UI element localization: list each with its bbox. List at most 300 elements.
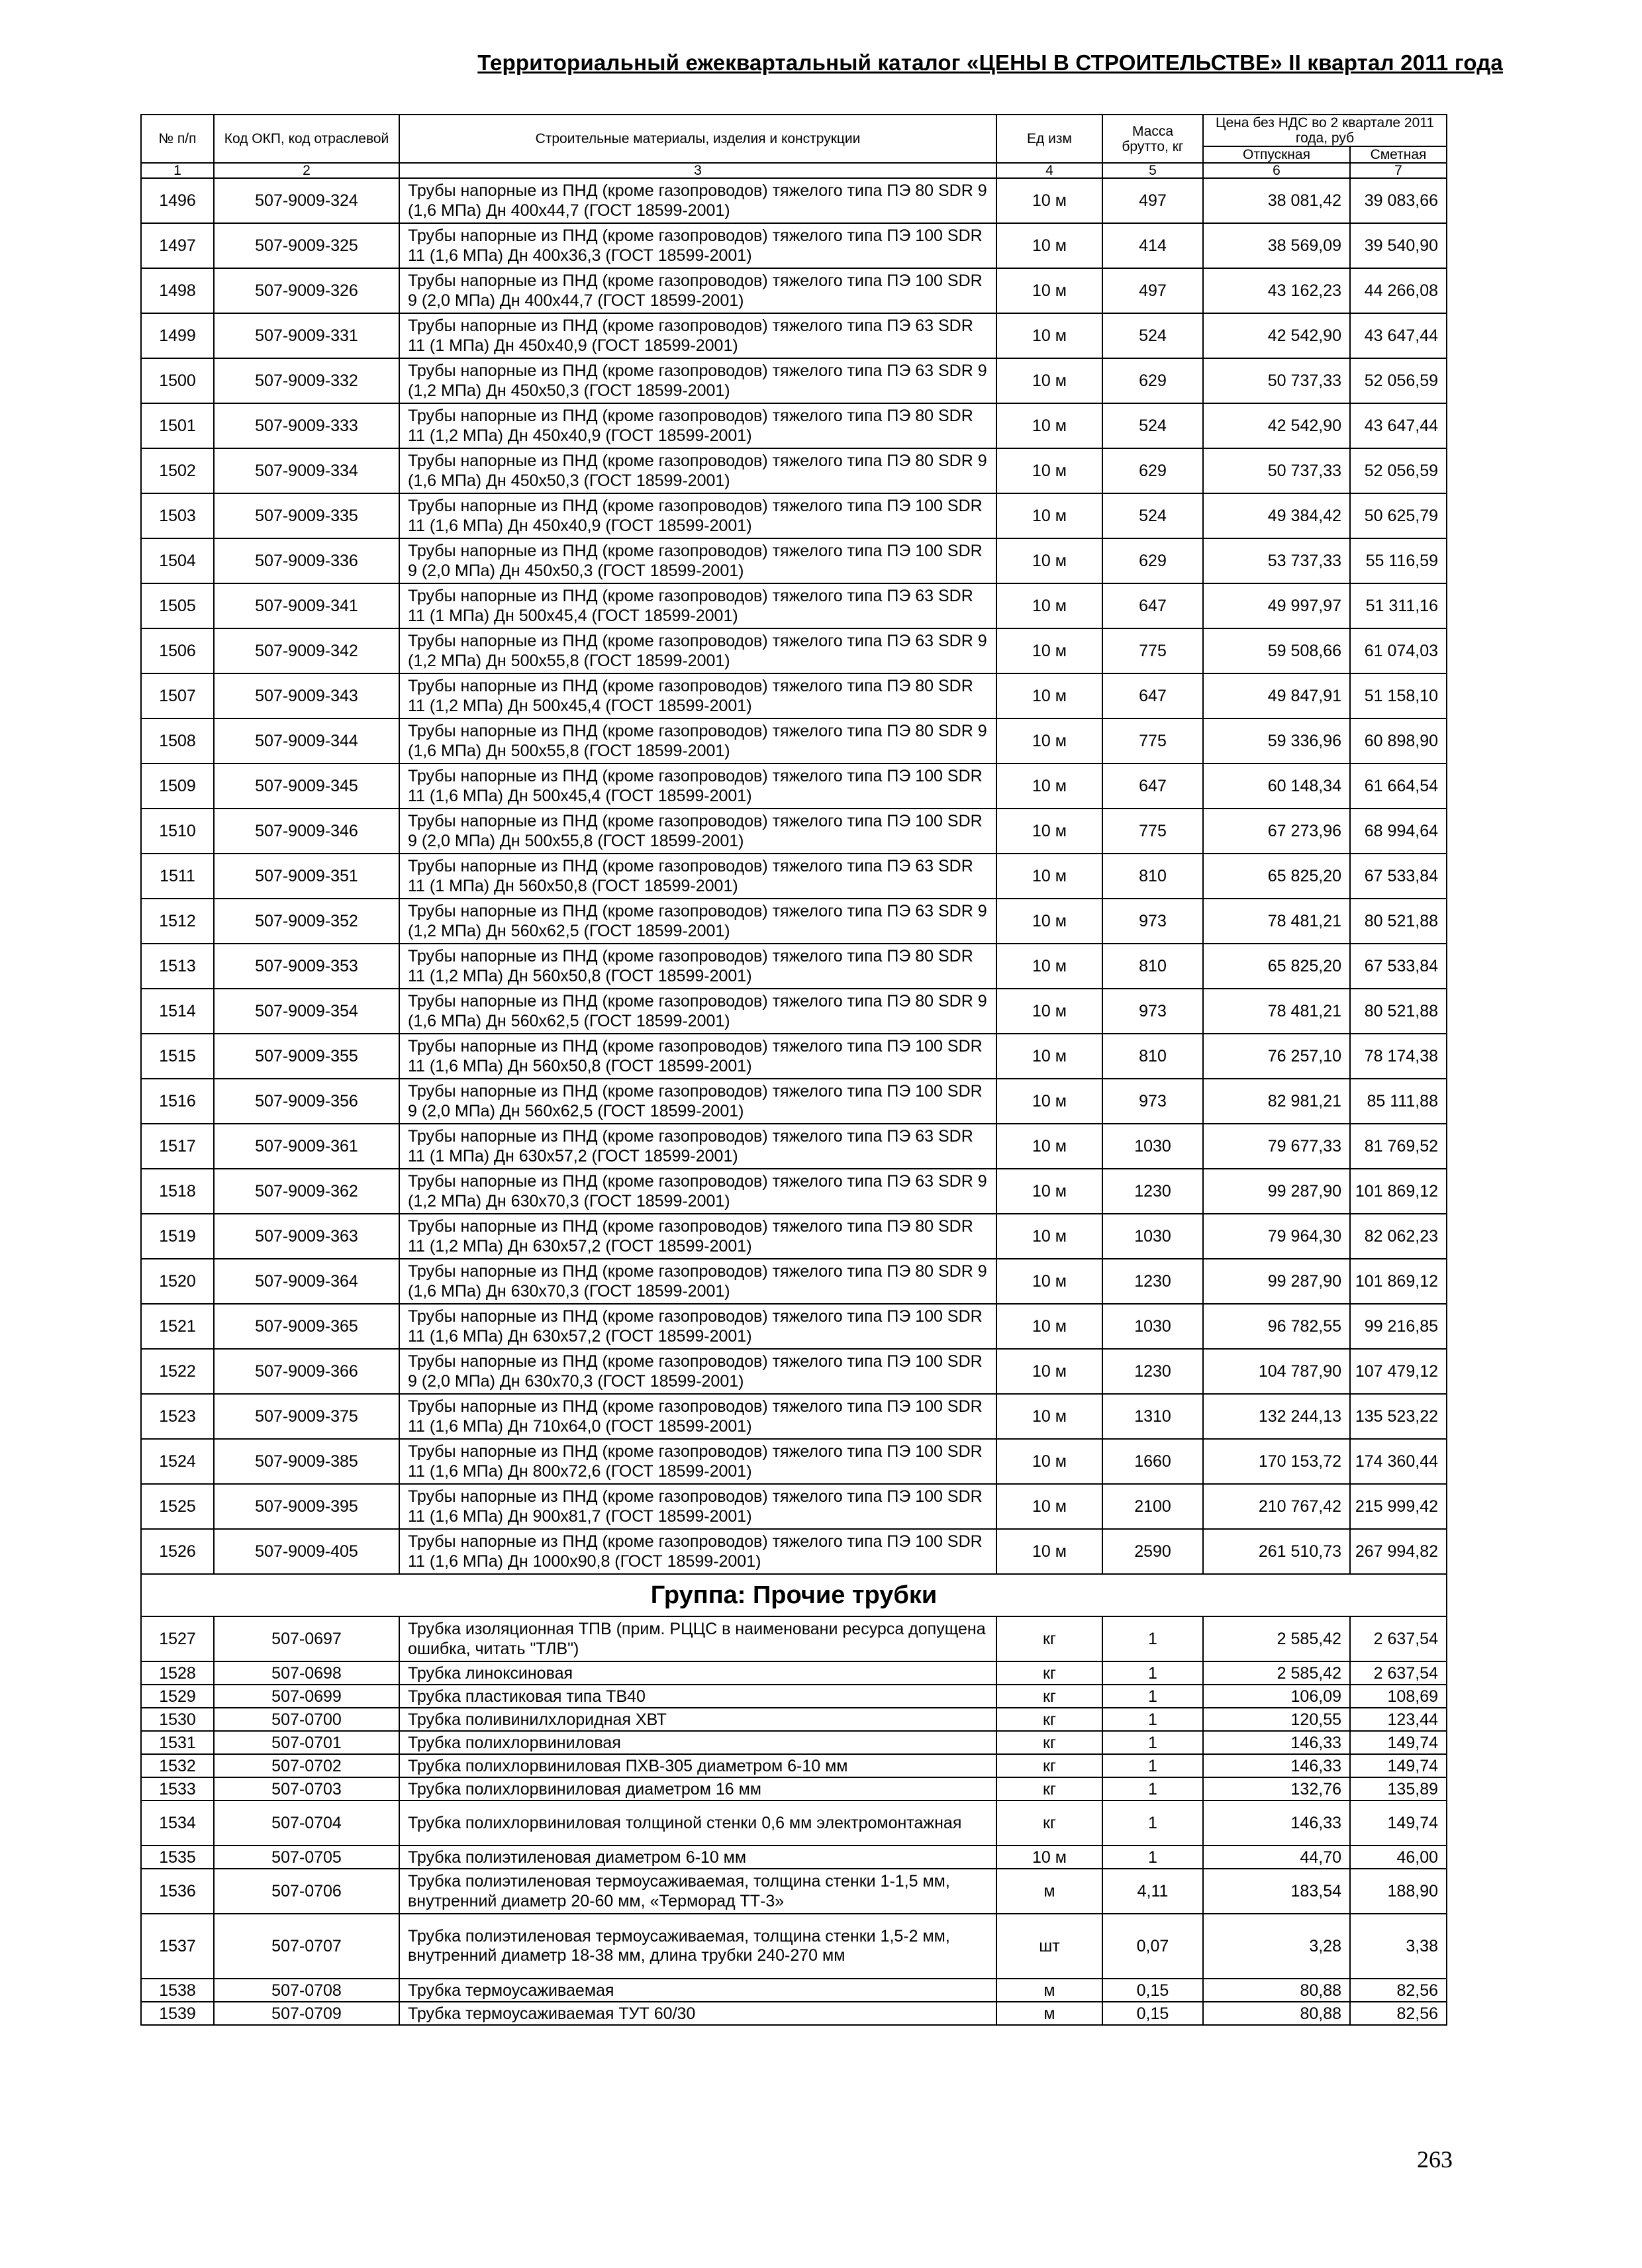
- unit-of-measure: 10 м: [996, 448, 1102, 493]
- table-row: [141, 1685, 1447, 1708]
- okp-code: 507-0701: [214, 1731, 399, 1754]
- table-row: [141, 178, 1447, 223]
- okp-code: 507-9009-353: [214, 944, 399, 989]
- row-number: 1538: [141, 1979, 214, 2002]
- release-price: 78 481,21: [1203, 899, 1350, 944]
- release-price: 104 787,90: [1203, 1349, 1350, 1394]
- release-price: 42 542,90: [1203, 403, 1350, 448]
- unit-of-measure: м: [996, 1979, 1102, 2002]
- okp-code: 507-0706: [214, 1869, 399, 1914]
- material-name: Трубы напорные из ПНД (кроме газопроводов) тяжелого типа ПЭ 80 SDR 11 (1,2 МПа) Дн 450х40,9 (ГОСТ 18599-2001): [399, 403, 996, 448]
- estimate-price: 149,74: [1350, 1800, 1447, 1846]
- gross-mass: 1: [1102, 1616, 1203, 1661]
- okp-code: 507-9009-351: [214, 854, 399, 899]
- release-price: 210 767,42: [1203, 1484, 1350, 1529]
- okp-code: 507-9009-345: [214, 764, 399, 809]
- gross-mass: 2100: [1102, 1484, 1203, 1529]
- unit-of-measure: шт: [996, 1914, 1102, 1979]
- material-name: Трубка термоусаживаемая ТУТ 60/30: [399, 2002, 996, 2025]
- header-num: № п/п: [141, 115, 214, 163]
- okp-code: 507-0707: [214, 1914, 399, 1979]
- row-number: 1508: [141, 718, 214, 764]
- row-number: 1516: [141, 1079, 214, 1124]
- row-number: 1532: [141, 1754, 214, 1777]
- table-row: [141, 583, 1447, 628]
- unit-of-measure: 10 м: [996, 403, 1102, 448]
- row-number: 1523: [141, 1394, 214, 1439]
- okp-code: 507-9009-326: [214, 268, 399, 313]
- table-row: [141, 313, 1447, 358]
- release-price: 60 148,34: [1203, 764, 1350, 809]
- estimate-price: 52 056,59: [1350, 448, 1447, 493]
- table-row: [141, 223, 1447, 268]
- estimate-price: 52 056,59: [1350, 358, 1447, 403]
- unit-of-measure: 10 м: [996, 583, 1102, 628]
- row-number: 1498: [141, 268, 214, 313]
- unit-of-measure: м: [996, 2002, 1102, 2025]
- material-name: Трубка полихлорвиниловая диаметром 16 мм: [399, 1777, 996, 1800]
- row-number: 1524: [141, 1439, 214, 1484]
- estimate-price: 85 111,88: [1350, 1079, 1447, 1124]
- material-name: Трубка полихлорвиниловая ПХВ-305 диаметром 6-10 мм: [399, 1754, 996, 1777]
- release-price: 3,28: [1203, 1914, 1350, 1979]
- okp-code: 507-0705: [214, 1846, 399, 1869]
- material-name: Трубы напорные из ПНД (кроме газопроводов) тяжелого типа ПЭ 63 SDR 11 (1 МПа) Дн 500х45,4 (ГОСТ 18599-2001): [399, 583, 996, 628]
- gross-mass: 1310: [1102, 1394, 1203, 1439]
- estimate-price: 82,56: [1350, 1979, 1447, 2002]
- estimate-price: 135 523,22: [1350, 1394, 1447, 1439]
- column-number: 4: [996, 163, 1102, 178]
- gross-mass: 1: [1102, 1708, 1203, 1731]
- column-number: 2: [214, 163, 399, 178]
- table-row: [141, 1869, 1447, 1914]
- okp-code: 507-0697: [214, 1616, 399, 1661]
- material-name: Трубка полиэтиленовая термоусаживаемая, толщина стенки 1-1,5 мм, внутренний диаметр 20-60 мм, «Терморад ТТ-3»: [399, 1869, 996, 1914]
- okp-code: 507-9009-385: [214, 1439, 399, 1484]
- table-row: [141, 1034, 1447, 1079]
- material-name: Трубы напорные из ПНД (кроме газопроводов) тяжелого типа ПЭ 63 SDR 11 (1 МПа) Дн 560х50,8 (ГОСТ 18599-2001): [399, 854, 996, 899]
- release-price: 146,33: [1203, 1731, 1350, 1754]
- okp-code: 507-9009-335: [214, 493, 399, 538]
- unit-of-measure: кг: [996, 1731, 1102, 1754]
- gross-mass: 775: [1102, 718, 1203, 764]
- okp-code: 507-9009-361: [214, 1124, 399, 1169]
- estimate-price: 44 266,08: [1350, 268, 1447, 313]
- table-row: [141, 1394, 1447, 1439]
- unit-of-measure: кг: [996, 1777, 1102, 1800]
- row-number: 1499: [141, 313, 214, 358]
- estimate-price: 39 540,90: [1350, 223, 1447, 268]
- estimate-price: 215 999,42: [1350, 1484, 1447, 1529]
- header-name: Строительные материалы, изделия и конструкции: [399, 115, 996, 163]
- material-name: Трубы напорные из ПНД (кроме газопроводов) тяжелого типа ПЭ 100 SDR 9 (2,0 МПа) Дн 630х70,3 (ГОСТ 18599-2001): [399, 1349, 996, 1394]
- okp-code: 507-9009-342: [214, 628, 399, 673]
- material-name: Трубы напорные из ПНД (кроме газопроводов) тяжелого типа ПЭ 100 SDR 9 (2,0 МПа) Дн 400х44,7 (ГОСТ 18599-2001): [399, 268, 996, 313]
- row-number: 1505: [141, 583, 214, 628]
- material-name: Трубы напорные из ПНД (кроме газопроводов) тяжелого типа ПЭ 100 SDR 11 (1,6 МПа) Дн 450х40,9 (ГОСТ 18599-2001): [399, 493, 996, 538]
- table-row: [141, 628, 1447, 673]
- table-row: [141, 403, 1447, 448]
- header-released: Отпускная: [1203, 146, 1350, 163]
- unit-of-measure: 10 м: [996, 673, 1102, 718]
- release-price: 106,09: [1203, 1685, 1350, 1708]
- gross-mass: 973: [1102, 989, 1203, 1034]
- row-number: 1501: [141, 403, 214, 448]
- table-row: [141, 448, 1447, 493]
- gross-mass: 2590: [1102, 1529, 1203, 1574]
- row-number: 1512: [141, 899, 214, 944]
- release-price: 99 287,90: [1203, 1259, 1350, 1304]
- column-number: 5: [1102, 163, 1203, 178]
- table-row: [141, 1439, 1447, 1484]
- header-unit: Ед изм: [996, 115, 1102, 163]
- unit-of-measure: 10 м: [996, 223, 1102, 268]
- release-price: 38 081,42: [1203, 178, 1350, 223]
- gross-mass: 629: [1102, 538, 1203, 583]
- release-price: 49 847,91: [1203, 673, 1350, 718]
- gross-mass: 1: [1102, 1731, 1203, 1754]
- okp-code: 507-9009-352: [214, 899, 399, 944]
- table-row: [141, 899, 1447, 944]
- gross-mass: 524: [1102, 493, 1203, 538]
- row-number: 1511: [141, 854, 214, 899]
- gross-mass: 973: [1102, 1079, 1203, 1124]
- table-row: [141, 1529, 1447, 1574]
- price-table: [140, 114, 1447, 2026]
- estimate-price: 99 216,85: [1350, 1304, 1447, 1349]
- material-name: Трубы напорные из ПНД (кроме газопроводов) тяжелого типа ПЭ 80 SDR 9 (1,6 МПа) Дн 500х55,8 (ГОСТ 18599-2001): [399, 718, 996, 764]
- release-price: 120,55: [1203, 1708, 1350, 1731]
- okp-code: 507-9009-336: [214, 538, 399, 583]
- material-name: Трубка полиэтиленовая термоусаживаемая, толщина стенки 1,5-2 мм, внутренний диаметр 18-38 мм, длина трубки 240-270 мм: [399, 1914, 996, 1979]
- row-number: 1496: [141, 178, 214, 223]
- estimate-price: 107 479,12: [1350, 1349, 1447, 1394]
- table-row: [141, 1979, 1447, 2002]
- release-price: 170 153,72: [1203, 1439, 1350, 1484]
- unit-of-measure: кг: [996, 1708, 1102, 1731]
- row-number: 1531: [141, 1731, 214, 1754]
- okp-code: 507-0700: [214, 1708, 399, 1731]
- release-price: 79 677,33: [1203, 1124, 1350, 1169]
- gross-mass: 973: [1102, 899, 1203, 944]
- estimate-price: 82 062,23: [1350, 1214, 1447, 1259]
- gross-mass: 1030: [1102, 1304, 1203, 1349]
- release-price: 49 997,97: [1203, 583, 1350, 628]
- row-number: 1513: [141, 944, 214, 989]
- row-number: 1529: [141, 1685, 214, 1708]
- release-price: 96 782,55: [1203, 1304, 1350, 1349]
- estimate-price: 3,38: [1350, 1914, 1447, 1979]
- table-row: [141, 1616, 1447, 1661]
- column-number: 1: [141, 163, 214, 178]
- estimate-price: 174 360,44: [1350, 1439, 1447, 1484]
- estimate-price: 78 174,38: [1350, 1034, 1447, 1079]
- row-number: 1503: [141, 493, 214, 538]
- material-name: Трубы напорные из ПНД (кроме газопроводов) тяжелого типа ПЭ 63 SDR 9 (1,2 МПа) Дн 560х62,5 (ГОСТ 18599-2001): [399, 899, 996, 944]
- table-row: [141, 1169, 1447, 1214]
- okp-code: 507-0699: [214, 1685, 399, 1708]
- material-name: Трубы напорные из ПНД (кроме газопроводов) тяжелого типа ПЭ 80 SDR 9 (1,6 МПа) Дн 400х44,7 (ГОСТ 18599-2001): [399, 178, 996, 223]
- table-row: [141, 2002, 1447, 2025]
- material-name: Трубка изоляционная ТПВ (прим. РЦЦС в наименовани ресурса допущена ошибка, читать "ТЛВ"): [399, 1616, 996, 1661]
- header-price-group: Цена без НДС во 2 квартале 2011 года, руб: [1203, 115, 1447, 146]
- material-name: Трубы напорные из ПНД (кроме газопроводов) тяжелого типа ПЭ 63 SDR 9 (1,2 МПа) Дн 500х55,8 (ГОСТ 18599-2001): [399, 628, 996, 673]
- okp-code: 507-9009-364: [214, 1259, 399, 1304]
- table-row: [141, 673, 1447, 718]
- material-name: Трубы напорные из ПНД (кроме газопроводов) тяжелого типа ПЭ 63 SDR 11 (1 МПа) Дн 630х57,2 (ГОСТ 18599-2001): [399, 1124, 996, 1169]
- page-title: Территориальный ежеквартальный каталог «ЦЕНЫ В СТРОИТЕЛЬСТВЕ» II квартал 2011 года: [477, 50, 1503, 75]
- gross-mass: 1230: [1102, 1169, 1203, 1214]
- header-estimate: Сметная: [1350, 146, 1447, 163]
- estimate-price: 55 116,59: [1350, 538, 1447, 583]
- row-number: 1519: [141, 1214, 214, 1259]
- release-price: 2 585,42: [1203, 1616, 1350, 1661]
- gross-mass: 1: [1102, 1846, 1203, 1869]
- table-row: [141, 1754, 1447, 1777]
- material-name: Трубы напорные из ПНД (кроме газопроводов) тяжелого типа ПЭ 100 SDR 11 (1,6 МПа) Дн 900х81,7 (ГОСТ 18599-2001): [399, 1484, 996, 1529]
- release-price: 49 384,42: [1203, 493, 1350, 538]
- row-number: 1539: [141, 2002, 214, 2025]
- unit-of-measure: 10 м: [996, 268, 1102, 313]
- unit-of-measure: 10 м: [996, 1034, 1102, 1079]
- estimate-price: 61 074,03: [1350, 628, 1447, 673]
- material-name: Трубы напорные из ПНД (кроме газопроводов) тяжелого типа ПЭ 80 SDR 11 (1,2 МПа) Дн 630х57,2 (ГОСТ 18599-2001): [399, 1214, 996, 1259]
- release-price: 42 542,90: [1203, 313, 1350, 358]
- gross-mass: 1660: [1102, 1439, 1203, 1484]
- unit-of-measure: кг: [996, 1685, 1102, 1708]
- estimate-price: 2 637,54: [1350, 1661, 1447, 1685]
- release-price: 65 825,20: [1203, 944, 1350, 989]
- unit-of-measure: кг: [996, 1754, 1102, 1777]
- material-name: Трубы напорные из ПНД (кроме газопроводов) тяжелого типа ПЭ 100 SDR 11 (1,6 МПа) Дн 560х50,8 (ГОСТ 18599-2001): [399, 1034, 996, 1079]
- gross-mass: 810: [1102, 1034, 1203, 1079]
- release-price: 80,88: [1203, 1979, 1350, 2002]
- material-name: Трубы напорные из ПНД (кроме газопроводов) тяжелого типа ПЭ 100 SDR 11 (1,6 МПа) Дн 1000х90,8 (ГОСТ 18599-2001): [399, 1529, 996, 1574]
- estimate-price: 46,00: [1350, 1846, 1447, 1869]
- material-name: Трубка поливинилхлоридная ХВТ: [399, 1708, 996, 1731]
- material-name: Трубы напорные из ПНД (кроме газопроводов) тяжелого типа ПЭ 100 SDR 9 (2,0 МПа) Дн 450х50,3 (ГОСТ 18599-2001): [399, 538, 996, 583]
- material-name: Трубка линоксиновая: [399, 1661, 996, 1685]
- row-number: 1534: [141, 1800, 214, 1846]
- okp-code: 507-9009-363: [214, 1214, 399, 1259]
- table-row: [141, 1214, 1447, 1259]
- material-name: Трубы напорные из ПНД (кроме газопроводов) тяжелого типа ПЭ 100 SDR 11 (1,6 МПа) Дн 500х45,4 (ГОСТ 18599-2001): [399, 764, 996, 809]
- unit-of-measure: 10 м: [996, 989, 1102, 1034]
- gross-mass: 0,15: [1102, 1979, 1203, 2002]
- row-number: 1514: [141, 989, 214, 1034]
- okp-code: 507-9009-333: [214, 403, 399, 448]
- estimate-price: 51 158,10: [1350, 673, 1447, 718]
- gross-mass: 1: [1102, 1685, 1203, 1708]
- material-name: Трубка пластиковая типа ТВ40: [399, 1685, 996, 1708]
- unit-of-measure: 10 м: [996, 764, 1102, 809]
- okp-code: 507-0703: [214, 1777, 399, 1800]
- table-row: [141, 1661, 1447, 1685]
- gross-mass: 1: [1102, 1800, 1203, 1846]
- table-row: [141, 493, 1447, 538]
- material-name: Трубы напорные из ПНД (кроме газопроводов) тяжелого типа ПЭ 100 SDR 11 (1,6 МПа) Дн 800х72,6 (ГОСТ 18599-2001): [399, 1439, 996, 1484]
- table-header-row: [141, 115, 1447, 146]
- estimate-price: 149,74: [1350, 1754, 1447, 1777]
- material-name: Трубка полихлорвиниловая: [399, 1731, 996, 1754]
- release-price: 44,70: [1203, 1846, 1350, 1869]
- row-number: 1506: [141, 628, 214, 673]
- material-name: Трубка полиэтиленовая диаметром 6-10 мм: [399, 1846, 996, 1869]
- gross-mass: 0,07: [1102, 1914, 1203, 1979]
- okp-code: 507-9009-332: [214, 358, 399, 403]
- estimate-price: 80 521,88: [1350, 989, 1447, 1034]
- release-price: 132 244,13: [1203, 1394, 1350, 1439]
- material-name: Трубы напорные из ПНД (кроме газопроводов) тяжелого типа ПЭ 80 SDR 9 (1,6 МПа) Дн 560х62,5 (ГОСТ 18599-2001): [399, 989, 996, 1034]
- okp-code: 507-9009-341: [214, 583, 399, 628]
- row-number: 1522: [141, 1349, 214, 1394]
- okp-code: 507-9009-375: [214, 1394, 399, 1439]
- estimate-price: 101 869,12: [1350, 1169, 1447, 1214]
- unit-of-measure: 10 м: [996, 538, 1102, 583]
- row-number: 1504: [141, 538, 214, 583]
- gross-mass: 524: [1102, 313, 1203, 358]
- unit-of-measure: 10 м: [996, 944, 1102, 989]
- okp-code: 507-0702: [214, 1754, 399, 1777]
- release-price: 261 510,73: [1203, 1529, 1350, 1574]
- row-number: 1497: [141, 223, 214, 268]
- table-row: [141, 1731, 1447, 1754]
- row-number: 1525: [141, 1484, 214, 1529]
- material-name: Трубы напорные из ПНД (кроме газопроводов) тяжелого типа ПЭ 100 SDR 9 (2,0 МПа) Дн 500х55,8 (ГОСТ 18599-2001): [399, 809, 996, 854]
- table-row: [141, 1800, 1447, 1846]
- release-price: 53 737,33: [1203, 538, 1350, 583]
- unit-of-measure: 10 м: [996, 1394, 1102, 1439]
- material-name: Трубы напорные из ПНД (кроме газопроводов) тяжелого типа ПЭ 100 SDR 9 (2,0 МПа) Дн 560х62,5 (ГОСТ 18599-2001): [399, 1079, 996, 1124]
- unit-of-measure: 10 м: [996, 1169, 1102, 1214]
- column-number: 7: [1350, 163, 1447, 178]
- okp-code: 507-9009-356: [214, 1079, 399, 1124]
- row-number: 1533: [141, 1777, 214, 1800]
- unit-of-measure: 10 м: [996, 1349, 1102, 1394]
- release-price: 38 569,09: [1203, 223, 1350, 268]
- okp-code: 507-0708: [214, 1979, 399, 2002]
- gross-mass: 1: [1102, 1777, 1203, 1800]
- unit-of-measure: 10 м: [996, 628, 1102, 673]
- unit-of-measure: 10 м: [996, 1079, 1102, 1124]
- unit-of-measure: 10 м: [996, 313, 1102, 358]
- row-number: 1515: [141, 1034, 214, 1079]
- row-number: 1530: [141, 1708, 214, 1731]
- gross-mass: 524: [1102, 403, 1203, 448]
- okp-code: 507-0698: [214, 1661, 399, 1685]
- estimate-price: 67 533,84: [1350, 944, 1447, 989]
- gross-mass: 1030: [1102, 1124, 1203, 1169]
- release-price: 65 825,20: [1203, 854, 1350, 899]
- okp-code: 507-0709: [214, 2002, 399, 2025]
- row-number: 1528: [141, 1661, 214, 1685]
- gross-mass: 4,11: [1102, 1869, 1203, 1914]
- okp-code: 507-9009-366: [214, 1349, 399, 1394]
- unit-of-measure: 10 м: [996, 1439, 1102, 1484]
- table-row: [141, 538, 1447, 583]
- release-price: 59 508,66: [1203, 628, 1350, 673]
- table-row: [141, 989, 1447, 1034]
- row-number: 1507: [141, 673, 214, 718]
- estimate-price: 61 664,54: [1350, 764, 1447, 809]
- estimate-price: 2 637,54: [1350, 1616, 1447, 1661]
- unit-of-measure: 10 м: [996, 809, 1102, 854]
- table-row: [141, 854, 1447, 899]
- gross-mass: 1230: [1102, 1349, 1203, 1394]
- gross-mass: 1030: [1102, 1214, 1203, 1259]
- okp-code: 507-9009-395: [214, 1484, 399, 1529]
- unit-of-measure: 10 м: [996, 1259, 1102, 1304]
- table-row: [141, 809, 1447, 854]
- estimate-price: 51 311,16: [1350, 583, 1447, 628]
- okp-code: 507-9009-344: [214, 718, 399, 764]
- table-row: [141, 1079, 1447, 1124]
- material-name: Трубы напорные из ПНД (кроме газопроводов) тяжелого типа ПЭ 80 SDR 11 (1,2 МПа) Дн 560х50,8 (ГОСТ 18599-2001): [399, 944, 996, 989]
- estimate-price: 39 083,66: [1350, 178, 1447, 223]
- gross-mass: 497: [1102, 178, 1203, 223]
- estimate-price: 43 647,44: [1350, 403, 1447, 448]
- release-price: 2 585,42: [1203, 1661, 1350, 1685]
- gross-mass: 775: [1102, 628, 1203, 673]
- row-number: 1500: [141, 358, 214, 403]
- okp-code: 507-9009-355: [214, 1034, 399, 1079]
- row-number: 1518: [141, 1169, 214, 1214]
- group-row: [141, 1574, 1447, 1616]
- column-number: 3: [399, 163, 996, 178]
- okp-code: 507-9009-331: [214, 313, 399, 358]
- column-number-row: [141, 163, 1447, 178]
- table-row: [141, 1349, 1447, 1394]
- row-number: 1510: [141, 809, 214, 854]
- unit-of-measure: 10 м: [996, 358, 1102, 403]
- row-number: 1537: [141, 1914, 214, 1979]
- unit-of-measure: кг: [996, 1661, 1102, 1685]
- release-price: 79 964,30: [1203, 1214, 1350, 1259]
- page-number: 263: [1417, 2146, 1453, 2173]
- material-name: Трубы напорные из ПНД (кроме газопроводов) тяжелого типа ПЭ 63 SDR 9 (1,2 МПа) Дн 450х50,3 (ГОСТ 18599-2001): [399, 358, 996, 403]
- estimate-price: 67 533,84: [1350, 854, 1447, 899]
- release-price: 78 481,21: [1203, 989, 1350, 1034]
- estimate-price: 82,56: [1350, 2002, 1447, 2025]
- gross-mass: 497: [1102, 268, 1203, 313]
- okp-code: 507-9009-405: [214, 1529, 399, 1574]
- row-number: 1535: [141, 1846, 214, 1869]
- material-name: Трубка термоусаживаемая: [399, 1979, 996, 2002]
- release-price: 43 162,23: [1203, 268, 1350, 313]
- estimate-price: 267 994,82: [1350, 1529, 1447, 1574]
- unit-of-measure: м: [996, 1869, 1102, 1914]
- table-row: [141, 1846, 1447, 1869]
- table-row: [141, 358, 1447, 403]
- release-price: 82 981,21: [1203, 1079, 1350, 1124]
- row-number: 1517: [141, 1124, 214, 1169]
- gross-mass: 629: [1102, 358, 1203, 403]
- table-row: [141, 944, 1447, 989]
- estimate-price: 81 769,52: [1350, 1124, 1447, 1169]
- row-number: 1509: [141, 764, 214, 809]
- row-number: 1521: [141, 1304, 214, 1349]
- material-name: Трубы напорные из ПНД (кроме газопроводов) тяжелого типа ПЭ 80 SDR 11 (1,2 МПа) Дн 500х45,4 (ГОСТ 18599-2001): [399, 673, 996, 718]
- gross-mass: 1: [1102, 1754, 1203, 1777]
- table-row: [141, 1124, 1447, 1169]
- okp-code: 507-9009-354: [214, 989, 399, 1034]
- gross-mass: 647: [1102, 764, 1203, 809]
- material-name: Трубы напорные из ПНД (кроме газопроводов) тяжелого типа ПЭ 80 SDR 9 (1,6 МПа) Дн 630х70,3 (ГОСТ 18599-2001): [399, 1259, 996, 1304]
- unit-of-measure: 10 м: [996, 1529, 1102, 1574]
- table-row: [141, 1259, 1447, 1304]
- unit-of-measure: 10 м: [996, 718, 1102, 764]
- unit-of-measure: 10 м: [996, 854, 1102, 899]
